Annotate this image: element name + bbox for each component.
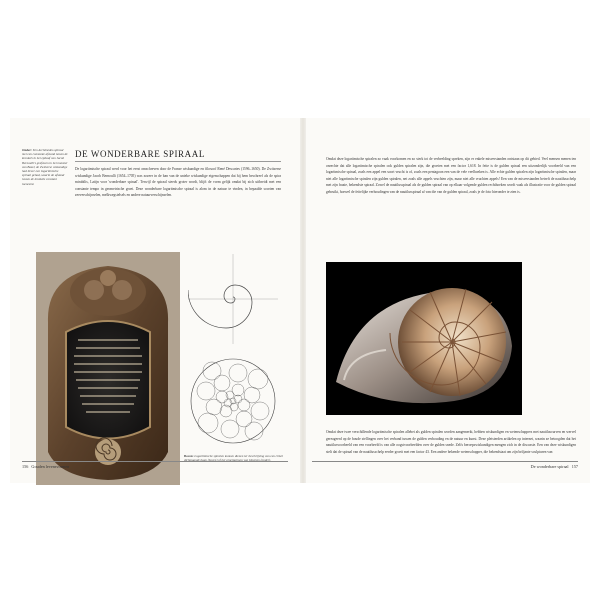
- title-rule: [75, 161, 281, 162]
- nautilus-photo: [326, 262, 522, 415]
- caption-top-text: Een Archimedes-spiraal met een constante afstand tussen de kronkels in het epitaaf van Jacob Bernoulli's grafsteen in het munster van Bazel, de Zwitserse wiskundige had liever een logaritmische spiraal gehad, waarin de afstand tussen de kronkels constant toeneemt.: [22, 148, 68, 186]
- caption-top: [22, 148, 68, 186]
- caption-top-label: Onder:: [22, 148, 32, 152]
- spiral-diagram: [188, 254, 278, 344]
- sunflower-circles-diagram: [188, 353, 278, 448]
- right-page-number: 157: [571, 464, 578, 469]
- right-running-title: De wonderbare spiraal: [530, 464, 569, 469]
- caption-bottom-text: Logaritmische spiralen kunnen dienen ter beschrijving van een cirkel dichtgaande baan (boven) of het groeipatroon van bloemen (onder).: [184, 454, 283, 463]
- chapter-title: DE WONDERBARE SPIRAAL: [75, 149, 205, 159]
- right-footer: [531, 464, 578, 469]
- left-page: [10, 118, 300, 483]
- left-page-number: 156: [22, 464, 29, 469]
- left-body-text: De logaritmische spiraal werd voor het eerst omschreven door de Franse wiskundige en filosoof René Descartes (1596–1650). De Zwitserse wiskundige Jacob Bernoulli (1654–1705) was zozeer in de ban van de unieke wiskundige eigenschappen dat hij hem beschreef als de spira mirabilis, Latijn voor 'wonderbare spiraal'. Terwijl de spiraal steeds groter wordt, blijft de vorm gelijk omdat bij zich uitbreidt met een constante tempo in geometrische groei. Deze wonderbare logaritmische spiraal is alom in de natuur te vinden, in bepaalde soorten van zeeverschijnselen, melkwegstelsels en andere natuurverschijnselen.: [75, 167, 281, 198]
- epitaph-photo: [36, 252, 180, 485]
- caption-bottom-label: Boven:: [184, 454, 194, 458]
- left-running-title: Gouden levensvormen: [31, 464, 70, 469]
- left-footer: [22, 464, 69, 469]
- right-body-text-bottom: Omdat deze twee verschillende logaritmische spiralen allebei als gulden spiralen worden aangemerkt, hebben wiskundigen en wetenschappers met nautiluscurven en wervel gereageerd op de boude stellingen over het verband tussen de gulden verhouding en de natuur en kunst. Deze pleisterden artikelen op internet, waarin ze betoogden dat het nautilusvoorbeeld van een voorbeeld is van alle oogstvoorbeelden over de gulden snede. Zelfs beroepswiskundigen mengen zich in de discussie. Een van deze wiskundigen stelt dat de spiraal van de nautilusschelp eerder groeit met een factor 43. Een andere bekende wetenschapper, die bekendstaat om zijn briljante sculpturen van: [326, 430, 576, 454]
- book-spread: [10, 118, 590, 483]
- right-body-text-top: Omdat deze logaritmische spiralen zo vaak voorkomen en zo sterk tot de verbeelding spreken, zijn er enkele misverstanden ontstaan op dit gebied. Veel mensen menen ten onrechte dat alle logaritmische spiralen ook gulden spiralen zijn, die groeien met een factor 1,618. In feite is de gulden spiraal een uitzonderlijk voorbeeld van een logaritmische spiraal, zoals een appel een soort vrucht is of, zoals een pentagoon een van de vele veelhoeken is. Alle echte gulden spiralen zijn logaritmische spiralen, maar niet alle logaritmische spiralen zijn gulden spiralen, net zoals alle appels vruchten zijn, maar niet alle vruchten appels! Een van de misverstanden betreft de nautilusschelp met zijn fraaie, bekendste spiraal. Zowel de nautilusspiraal als de gulden spiraal van op elkaar volgende gulden rechthoeken wordt vaak als illustratie voor de gulden spiraal gebruikt, hoewel de feitelijke verhoudingen van de nautilusspiraal af van die van de gulden spiraal, zoals je de foto hieronder te zien is.: [326, 157, 576, 194]
- right-footer-rule: [312, 461, 578, 462]
- left-footer-rule: [22, 461, 288, 462]
- right-page: [306, 118, 590, 483]
